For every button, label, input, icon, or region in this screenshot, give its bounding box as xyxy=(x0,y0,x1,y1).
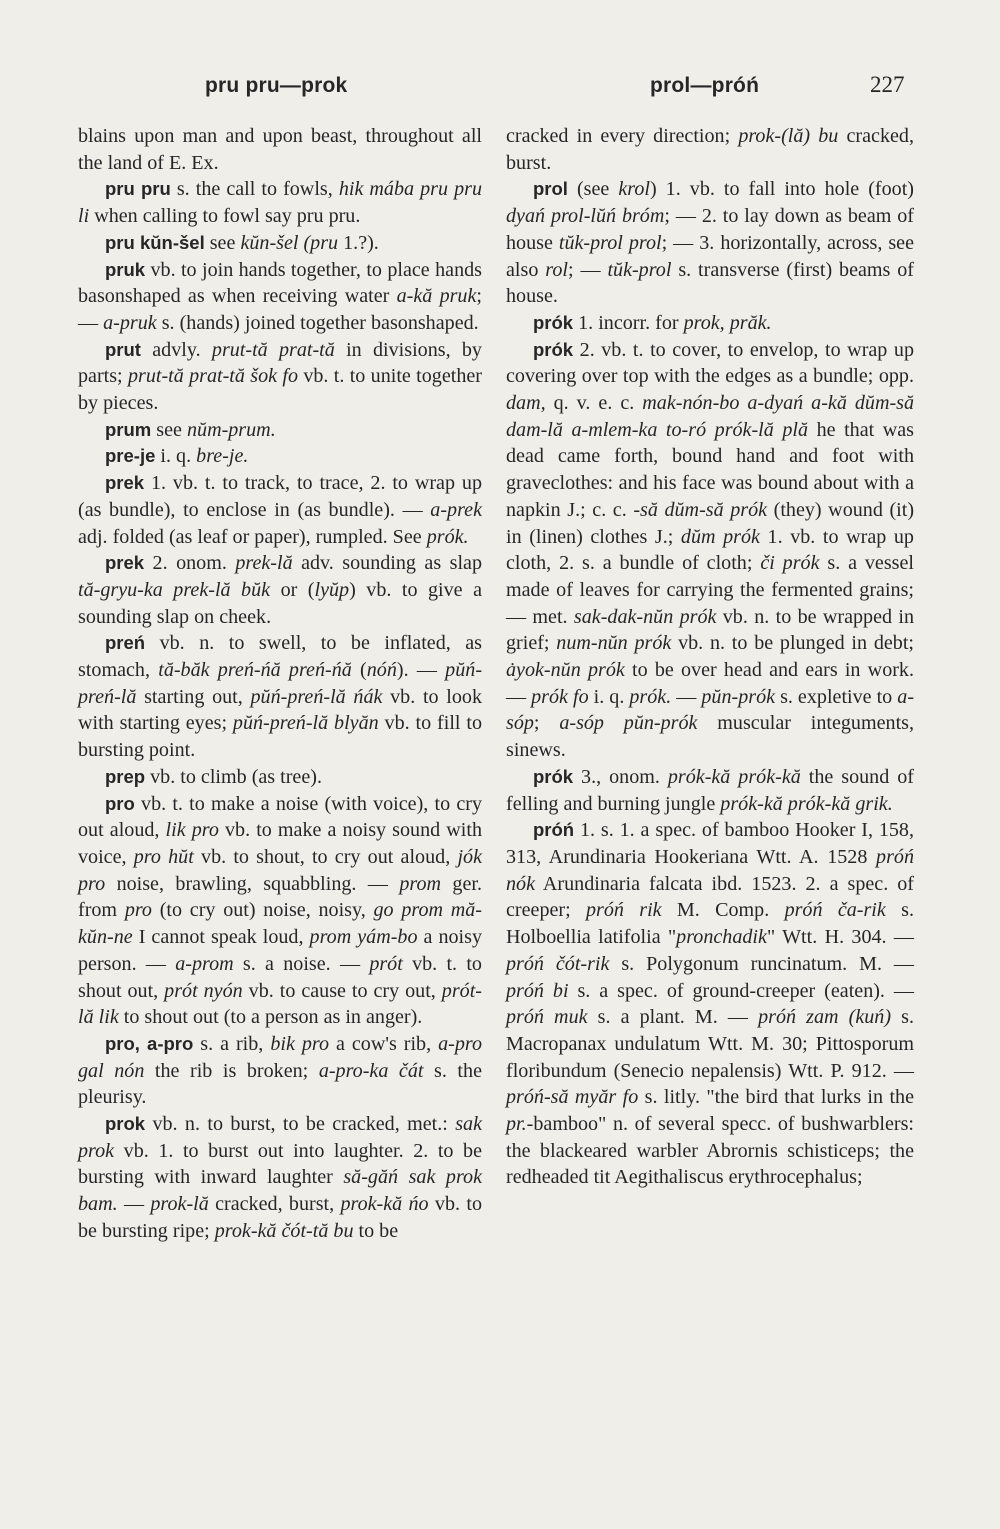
lepcha-term: prut-tă prat-tă xyxy=(211,338,335,361)
lepcha-term: sak-dak-nŭn prók xyxy=(573,605,717,628)
lepcha-term: próń nók xyxy=(506,845,914,895)
left-column xyxy=(78,123,482,1245)
dictionary-entry xyxy=(78,257,482,337)
definition-text: (to cry out) noise, noisy, xyxy=(151,899,374,922)
entry-continuation xyxy=(506,123,914,176)
lepcha-term: pŭn-prók xyxy=(701,685,776,708)
definition-text: s. Holboellia latifolia " xyxy=(506,899,914,949)
headword: pru pru xyxy=(105,178,171,200)
lepcha-term: krol xyxy=(618,178,650,201)
lepcha-term: lyŭp xyxy=(314,578,350,601)
definition-text: s. a plant. M. — xyxy=(587,1006,759,1029)
right-column xyxy=(506,123,914,1191)
lepcha-term: prut-tă prat-tă šok fo xyxy=(127,365,298,388)
headword: pruk xyxy=(105,258,146,280)
dictionary-entry xyxy=(78,337,482,417)
lepcha-term: pŭń-preń-lă ńák xyxy=(250,685,383,708)
lepcha-term: kŭn-šel (pru xyxy=(240,231,339,254)
dictionary-entry xyxy=(78,470,482,550)
lepcha-term: prók-kă prók-kă xyxy=(667,765,801,788)
lepcha-term: pr. xyxy=(506,1113,527,1136)
headword: prut xyxy=(105,338,141,360)
headword: prek xyxy=(105,552,145,574)
definition-text: ) 1. vb. to fall into hole (foot) xyxy=(649,178,914,201)
definition-text: a cow's rib, xyxy=(329,1032,439,1055)
definition-text: or ( xyxy=(270,578,315,601)
definition-text: vb. to be bursting ripe; xyxy=(78,1193,482,1242)
lepcha-term: tŭk-prol prol xyxy=(558,231,662,254)
definition-text: s. transverse (first) beams of house. xyxy=(506,258,914,308)
headword: preń xyxy=(105,632,146,654)
lepcha-term: prom xyxy=(399,872,442,895)
lepcha-term: dyań prol-lŭń bróm xyxy=(506,205,665,228)
lepcha-term: prok-kă čót-tă bu xyxy=(214,1219,354,1242)
definition-text: in divisions, by parts; xyxy=(78,338,482,388)
lepcha-term: a-prek xyxy=(430,498,482,521)
lepcha-term: pŭń-preń-lă blyăn xyxy=(232,712,379,735)
headword: prol xyxy=(533,178,568,200)
definition-text: s. Polygonum runcinatum. M. — xyxy=(609,952,914,975)
definition-text: (see xyxy=(567,178,619,201)
definition-text: i. q. xyxy=(588,685,630,708)
dictionary-entry xyxy=(506,310,914,337)
lepcha-term: prót xyxy=(369,952,403,975)
lepcha-term: prók-kă prók-kă grik. xyxy=(720,792,893,815)
lepcha-term: num-nŭn prók xyxy=(556,632,672,655)
lepcha-term: -să dŭm-să prók xyxy=(633,498,768,521)
headword: prók xyxy=(533,765,574,787)
lepcha-term: prót nyón xyxy=(164,979,243,1002)
definition-text: the sound of felling and burning jungle xyxy=(506,765,914,815)
definition-text: adv. sounding as slap xyxy=(292,552,482,575)
lepcha-term: rol xyxy=(545,258,568,281)
definition-text: i. q. xyxy=(155,445,197,468)
definition-text: a noisy person. — xyxy=(78,926,483,975)
headword: prók xyxy=(533,311,574,333)
definition-text: vb. to cause to cry out, xyxy=(242,979,442,1002)
definition-text: s. a spec. of ground-creeper (eaten). — xyxy=(568,979,914,1002)
dictionary-entry xyxy=(506,337,914,764)
lepcha-term: či prók xyxy=(760,552,820,575)
dictionary-entry xyxy=(506,764,914,817)
lepcha-term: prok-lă xyxy=(150,1193,209,1216)
entry-continuation xyxy=(78,123,482,176)
definition-text: see xyxy=(151,418,187,441)
definition-text: vb. 1. to burst out into laughter. 2. to be bursting with inward laughter xyxy=(78,1139,482,1189)
lepcha-term: pronchadik xyxy=(676,926,767,949)
definition-text: starting out, xyxy=(136,685,251,708)
definition-text: cracked, burst. xyxy=(506,125,914,174)
dictionary-entry xyxy=(506,817,914,1191)
running-head-right: prol—próń xyxy=(650,74,760,97)
definition-text: advly. xyxy=(140,338,212,361)
headword: pro, a-pro xyxy=(105,1032,194,1054)
lepcha-term: ȧyok-nŭn prók xyxy=(506,659,625,682)
lepcha-term: pro hŭt xyxy=(133,845,194,868)
definition-text: 1.?). xyxy=(338,231,379,254)
definition-text: cracked, burst, xyxy=(208,1193,341,1216)
lepcha-term: nóń xyxy=(366,659,397,682)
definition-text: 1. vb. t. to track, to trace, 2. to wrap up (as bundle), to enclose in (as bundle). — xyxy=(78,472,482,521)
headword: prek xyxy=(105,472,145,494)
lepcha-term: prók. xyxy=(426,525,469,548)
definition-text: s. the pleurisy. xyxy=(78,1059,482,1109)
definition-text: vb. to climb (as tree). xyxy=(145,765,322,788)
definition-text: when calling to fowl say pru pru. xyxy=(89,205,361,228)
definition-text: s. a vessel made of leaves for carrying the fermented grains; — met. xyxy=(506,552,914,628)
definition-text: — xyxy=(117,1193,151,1216)
lepcha-term: a-pruk xyxy=(103,311,157,334)
lepcha-term: a-kă pruk xyxy=(396,285,477,308)
headword: pru kŭn-šel xyxy=(105,231,205,253)
definition-text: to be over head and ears in work. — xyxy=(506,659,914,708)
definition-text: noise, brawling, squabbling. — xyxy=(105,872,400,895)
definition-text: ; — xyxy=(567,258,608,281)
lepcha-term: a-prom xyxy=(175,952,234,975)
definition-text: adj. folded (as leaf or paper), rumpled. See xyxy=(78,525,427,548)
dictionary-entry xyxy=(78,550,482,630)
definition-text: (they) wound (it) in (linen) clothes J.; xyxy=(506,498,915,548)
lepcha-term: dŭm prók xyxy=(680,525,760,548)
definition-text: ; — 3. horizontally, across, see also xyxy=(506,231,915,281)
lepcha-term: prok-kă ńo xyxy=(340,1193,429,1216)
definition-text: -bamboo" n. of several specc. of bushwarblers: the blackeared warbler Abrornis schisticeps; the redheaded tit Aegithaliscus erythrocephalus; xyxy=(506,1113,914,1189)
definition-text: vb. n. to be plunged in debt; xyxy=(671,632,914,655)
lepcha-term: pŭń-preń-lă xyxy=(78,659,483,708)
definition-text: s. litly. "the bird that lurks in the xyxy=(638,1086,914,1109)
lepcha-term: próń rik xyxy=(586,899,662,922)
definition-text: ) vb. to give a sounding slap on cheek. xyxy=(78,578,482,628)
definition-text: vb. t. to shout out, xyxy=(78,952,482,1002)
lepcha-term: tă-băk preń-ńă preń-ńă xyxy=(158,659,352,682)
definition-text: cracked in every direction; xyxy=(506,125,739,147)
definition-text: vb. to look with starting eyes; xyxy=(78,685,482,735)
definition-text: q. v. e. c. xyxy=(545,392,643,415)
definition-text: 1. incorr. for xyxy=(573,311,684,334)
dictionary-entry xyxy=(78,417,482,444)
lepcha-term: hik mába pru pru li xyxy=(78,178,482,228)
headword: prep xyxy=(105,765,146,787)
lepcha-term: prok, prăk. xyxy=(683,311,772,334)
definition-text: s. a noise. — xyxy=(233,952,370,975)
headword: prók xyxy=(533,338,574,360)
definition-text: 2. onom. xyxy=(144,552,236,575)
dictionary-entry xyxy=(78,791,482,1031)
headword: prok xyxy=(105,1113,146,1135)
definition-text: the rib is broken; xyxy=(144,1059,319,1082)
definition-text: Arundinaria falcata ibd. 1523. 2. a spec. of creeper; xyxy=(506,872,914,922)
definition-text: ; — 2. to lay down as beam of house xyxy=(506,205,914,254)
definition-text: ger. from xyxy=(78,872,482,922)
lepcha-term: nŭm-prum. xyxy=(186,418,276,441)
definition-text: vb. n. to be wrapped in grief; xyxy=(506,605,915,655)
definition-text: vb. n. to burst, to be cracked, met.: xyxy=(145,1113,456,1136)
definition-text: 2. vb. t. to cover, to envelop, to wrap up covering over top with the edges as a bundle; opp. xyxy=(506,338,914,388)
lepcha-term: mak-nón-bo a-dyań a-kă dŭm-să dam-lă a-mlem-ka to-ró prók-lă plă xyxy=(506,392,915,441)
lepcha-term: a-pro gal nón xyxy=(78,1032,483,1082)
headword: pre-je xyxy=(105,445,156,467)
definition-text: he that was dead came forth, bound hand and foot with graveclothes: and his face was bound about with a napkin J.; c. c. xyxy=(506,418,914,521)
lepcha-term: să-găń sak prok bam. xyxy=(78,1166,482,1216)
definition-text: vb. to shout, to cry out aloud, xyxy=(193,845,458,868)
headword: prum xyxy=(105,418,152,440)
definition-text: ; — xyxy=(78,285,482,334)
definition-text: s. expletive to xyxy=(775,685,898,708)
definition-text: s. the call to fowls, xyxy=(170,178,339,201)
definition-text: " Wtt. H. 304. — xyxy=(766,926,914,949)
definition-text: 1. vb. to wrap up cloth, 2. s. a bundle of cloth; xyxy=(506,525,914,575)
lepcha-term: prók. xyxy=(629,685,672,708)
definition-text: ( xyxy=(351,659,367,682)
running-head-left: pru pru—prok xyxy=(205,74,348,97)
lepcha-term: a-pro-ka čát xyxy=(318,1059,424,1082)
lepcha-term: próń bi xyxy=(506,979,569,1002)
dictionary-entry xyxy=(78,443,482,470)
definition-text: vb. t. to make a noise (with voice), to cry out aloud, xyxy=(78,792,482,842)
lepcha-term: jók pro xyxy=(78,845,482,895)
headword: pro xyxy=(105,792,135,814)
lepcha-term: próń muk xyxy=(506,1006,588,1029)
definition-text: vb. to make a noisy sound with voice, xyxy=(78,819,482,868)
dictionary-entry xyxy=(78,1031,482,1111)
lepcha-term: a-sóp pŭn-prók xyxy=(559,712,698,735)
headword: próń xyxy=(533,819,575,841)
lepcha-term: bre-je. xyxy=(196,445,249,468)
dictionary-entry xyxy=(78,230,482,257)
definition-text: s. (hands) joined together basonshaped. xyxy=(156,311,479,334)
lepcha-term: prek-lă xyxy=(235,552,293,575)
dictionary-entry xyxy=(78,176,482,229)
lepcha-term: prót-lă lik xyxy=(78,979,482,1029)
definition-text: vb. to fill to bursting point. xyxy=(78,712,482,762)
lepcha-term: prok-(lă) bu xyxy=(738,125,839,147)
lepcha-term: próń-să myăr fo xyxy=(506,1086,639,1109)
lepcha-term: próń čót-rik xyxy=(506,952,610,975)
lepcha-term: próń zam (kuń) xyxy=(758,1006,892,1029)
dictionary-entry xyxy=(78,630,482,764)
lepcha-term: tŭk-prol xyxy=(607,258,672,281)
dictionary-entry xyxy=(78,1111,482,1245)
definition-text: I cannot speak loud, xyxy=(132,926,310,949)
lepcha-term: prók fo xyxy=(531,685,589,708)
definition-text: blains upon man and upon beast, throughout all the land of E. Ex. xyxy=(78,125,482,174)
definition-text: 1. s. 1. a spec. of bamboo Hooker I, 158, 313, Arundinaria Hookeriana Wtt. A. 1528 xyxy=(506,819,914,868)
lepcha-term: pro xyxy=(124,899,152,922)
definition-text: vb. n. to swell, to be inflated, as stomach, xyxy=(78,632,482,682)
lepcha-term: go prom mă-kŭn-ne xyxy=(78,899,482,949)
definition-text: s. a rib, xyxy=(193,1032,271,1055)
definition-text: muscular integuments, sinews. xyxy=(506,712,915,762)
definition-text: M. Comp. xyxy=(661,899,785,922)
definition-text: 3., onom. xyxy=(573,765,668,788)
definition-text: to be xyxy=(353,1219,399,1242)
lepcha-term: próń ča-rik xyxy=(784,899,886,922)
lepcha-term: bik pro xyxy=(270,1032,330,1055)
lepcha-term: lik pro xyxy=(165,819,219,842)
definition-text: — xyxy=(671,685,702,708)
dictionary-entry xyxy=(506,176,914,310)
lepcha-term: prom yám-bo xyxy=(309,926,418,949)
definition-text: see xyxy=(204,231,241,254)
definition-text: ; xyxy=(533,712,560,735)
dictionary-entry xyxy=(78,764,482,791)
definition-text: vb. to join hands together, to place hands basonshaped as when receiving water xyxy=(78,258,482,308)
page-number: 227 xyxy=(870,72,905,97)
definition-text: ). — xyxy=(396,659,446,682)
lepcha-term: sak prok xyxy=(78,1113,482,1162)
lepcha-term: a-sóp xyxy=(506,685,915,735)
definition-text: to shout out (to a person as in anger). xyxy=(118,1006,423,1029)
lepcha-term: tă-gryu-ka prek-lă bŭk xyxy=(78,578,271,601)
lepcha-term: dam, xyxy=(506,392,546,415)
definition-text: vb. t. to unite together by pieces. xyxy=(78,365,482,415)
definition-text: s. Macropanax undulatum Wtt. M. 30; Pittosporum floribundum (Senecio nepalensis) Wtt. P. 912. — xyxy=(506,1006,914,1082)
